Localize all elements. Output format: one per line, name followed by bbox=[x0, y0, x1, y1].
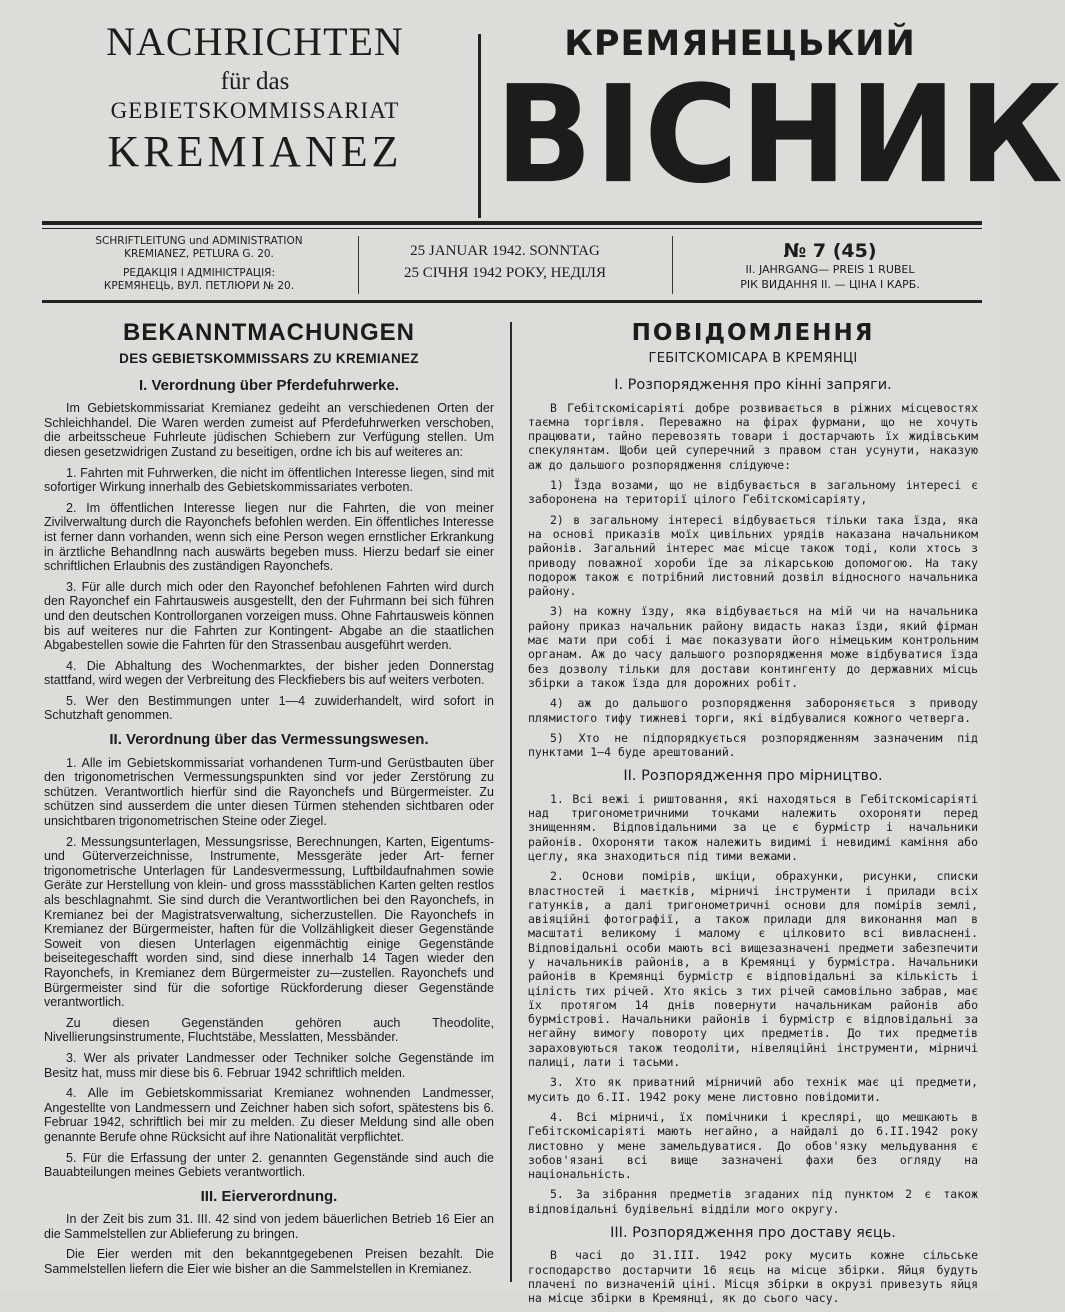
paragraph: 4. Всі мірничі, їх помічники і креслярі, що мешкають в Гебітскомісаріяті мають негайно, а найдалі до 6.II.1942 року листовно у мене замельдуватися. До обов'язку мельдування є зобов'язані всі вище зазначені фахи без огляду на національність. bbox=[528, 1109, 978, 1182]
paragraph: 3. Хто як приватний мірничий або технік має ці предмети, мусить до 6.II. 1942 року мене листовно повідомити. bbox=[528, 1075, 978, 1104]
paragraph: 3. Für alle durch mich oder den Rayonchef befohlenen Fahrten wird durch den Rayonchef ein Fahrtausweis ausgestellt, den der Fuhrmann bei sich führen und den deutschen Kontrollorganen vorzeigen muss. Ohne Fahrtausweis können bis auf weiteres nur die Fahrten zur Kontingent- Abgabe an die staatlichen Abgabestellen sowie die Fahrten für den Strassenbau ausgeführt werden. bbox=[44, 579, 494, 653]
ukrainian-column bbox=[528, 318, 978, 1312]
date-ua: 25 СІЧНЯ 1942 РОКУ, НЕДІЛЯ bbox=[404, 265, 606, 281]
paragraph: 3. Wer als privater Landmesser oder Techniker solche Gegenstände im Besitz hat, muss mir diese bis 6. Februar 1942 schriftlich melden. bbox=[44, 1050, 494, 1080]
paragraph: In der Zeit bis zum 31. III. 42 sind von jedem bäuerlichen Betrieb 16 Eier an die Sammelstellen zur Ablieferung zu bringen. bbox=[44, 1212, 494, 1241]
paragraph: Die Eier werden mit den bekanntgegebenen Preisen bezahlt. Die Sammelstellen liefern die Eier wie bisher an die Sammelstellen in Kremianez. bbox=[44, 1247, 494, 1277]
paragraph: 1. Всі вежі і риштовання, які находяться в Гебітскомісаріяті над тригонометричними точками належить охороняти перед знищенням. Відповідальними за це є бурмістр і начальники районів. Охороняти також належить видимі і невидимі каміння або цеглу, яка знаходиться під тими вежами. bbox=[528, 791, 978, 863]
masthead-kremianetskyi: КРЕМЯНЕЦЬКИЙ bbox=[564, 24, 916, 64]
paragraph: 4. Alle im Gebietskommissariat Kremianez wohnenden Landmesser, Angestellte von Landmessern und Zeichner haben sich sofort, spätestens bis 6. Februar 1942, schriftlich bei mir zu melden. Zu dieser Meldung sind alle oben genannte Berufe ohne Rücksicht auf ihre Nationalität verpflichtet. bbox=[44, 1086, 494, 1144]
paragraph: 5. За зібрання предметів згаданих під пунктом 2 є також відповідальні будівельні відділи мого округу. bbox=[528, 1187, 978, 1216]
paragraph: Zu diesen Gegenständen gehören auch Theodolite, Nivellierungsinstrumente, Fluchtstäbe, Messlatten, Messbänder. bbox=[44, 1015, 494, 1045]
issue-date bbox=[370, 240, 640, 284]
german-subtitle: DES GEBIETSKOMMISSARS ZU KREMIANEZ bbox=[119, 351, 419, 366]
year-price-de: II. JAHRGANG— PREIS 1 RUBEL bbox=[745, 263, 915, 276]
paragraph: 2. Основи помірів, шкіци, обрахунки, рисунки, списки властностей і маєтків, мірничі інструменти і прилади всіх гатунків, а далі тригонометричні основи для помірів землі, авіяційні фотографії, а також прилади для виконання мап в масштаті великому і малому є цілковито всі вивласнені. Відповідальні особи мають всі вищезазначені предмети забезпечити у начальників районів, а в Кремянці у бурмістра. Начальники районів в Кремянці бурмістр є відповідальні за кількість і цілість тих річей. Хто якісь з тих річей самовільно забрав, має їх протягом 14 днів повернути начальникам районів або бурмістрові. Начальники районів і бурмістр є відповідальні за негайну вимогу повороту цих предметів. До тих предметів зараховуються також теодоліти, нівеляційні інструменти, мірничі палиці, лати і тасьми. bbox=[528, 869, 978, 1070]
info-rule-bottom bbox=[42, 300, 982, 303]
paragraph: 2. Messungsunterlagen, Messungsrisse, Berechnungen, Karten, Eigentums-und Güterverzeichnisse, Instrumente, Messgeräte jeder Art- ferner trigonometrische Unterlagen für Landesvermessung, Luftbildaufnahmen sowie Geräte zur Herstellung von klein- und gross massstäblichen Karten gelten restlos als beschlagnahmt. Sie sind durch die Verantwortlichen bei den Rayonchefs, in Kremianez bei der Magistratsverwaltung, sicherzustellen. Die Rayonchefs in Kremianez der Bürgermeister, haften für die Vollzähligkeit dieser Gegenstände Soweit von diesen Unterlagen eigenmächtig einige Gegenstände beiseitegeschafft worden sind, sind diese innerhalb 14 Tagen wieder den Rayonchefs, in Kremianez dem Bürgermeister zu—zustellen. Rayonchefs und Bürgermeister sind für die sofortige Rückforderung dieser Gegenstände verantwortlich. bbox=[44, 834, 494, 1010]
paragraph: 2) в загальному інтересі відбувається тільки така їзда, яка на основі приказів моїх цивільних урядів наказана начальником районів. Загальний інтерес має місце також тоді, коли хтось з приводу поважної хороби їде за лікарською допомогою. На таку подорож також є потрібний листовний дозвіл відносного начальника району. bbox=[528, 512, 978, 599]
date-de: 25 JANUAR 1942. SONNTAG bbox=[410, 243, 600, 259]
year-price-ua: РІК ВИДАННЯ II. — ЦІНА І КАРБ. bbox=[740, 278, 920, 291]
paragraph: 1) Їзда возами, що не відбувається в загальному інтересі є заборонена на території цілого Гебітскомісаріяту, bbox=[528, 478, 978, 507]
column-divider bbox=[510, 322, 512, 1282]
admin-de-line2: KREMIANEZ, PETLURA G. 20. bbox=[124, 248, 274, 260]
paragraph: 5. Wer den Bestimmungen unter 1—4 zuwiderhandelt, wird sofort in Schutzhaft genommen. bbox=[44, 693, 494, 723]
masthead-kremianez: KREMIANEZ bbox=[107, 127, 403, 176]
admin-ua-line2: КРЕМЯНЕЦЬ, ВУЛ. ПЕТЛЮРИ № 20. bbox=[103, 280, 295, 292]
german-title: BEKANNTMACHUNGEN bbox=[123, 319, 415, 346]
info-separator-right bbox=[672, 236, 673, 294]
paragraph: 3) на кожну їзду, яка відбувається на мій чи на начальника району приказ начальник району видасть наказ їзди, який фірман має мати при собі і має показувати його німецьким контрольним органам. Аж до часу дальшого розпорядження може відбуватися їзда без дозволу тільки для достави контингенту до державних місць збірки а також їзда для дорожних робіт. bbox=[528, 604, 978, 690]
masthead-nachrichten: NACHRICHTEN bbox=[106, 19, 404, 64]
issue-info bbox=[700, 240, 960, 292]
masthead-fur-das: für das bbox=[220, 68, 290, 95]
german-column bbox=[44, 318, 494, 1283]
masthead-rule-top bbox=[42, 221, 982, 225]
paragraph: 4. Die Abhaltung des Wochenmarktes, der bisher jeden Donnerstag stattfand, wird wegen der Verbreitung des Fleckfiebers bis auf weiters verboten. bbox=[44, 658, 494, 688]
paragraph: 1. Alle im Gebietskommissariat vorhandenen Turm-und Gerüstbauten über den trigonometrischen Vermessungspunkten sind vor jeder Zerstörung zu schützen. Verantwortlich hierfür sind die Rayonchefs und Bürgermeister. Zu schützen sind ausserdem die unter diesen Türmen stehenden sichtbaren oder unsichtbaren trigonometrischen Steine oder Ziegel. bbox=[44, 755, 494, 829]
german-section2-heading: II. Verordnung über das Vermessungswesen. bbox=[109, 731, 429, 749]
german-section3-heading: III. Eierverordnung. bbox=[200, 1187, 338, 1205]
masthead-gebietskommissariat: GEBIETSKOMMISSARIAT bbox=[110, 98, 400, 123]
issue-number: № 7 (45) bbox=[783, 240, 877, 262]
german-masthead bbox=[40, 20, 470, 177]
ukrainian-title: ПОВІДОМЛЕННЯ bbox=[631, 320, 875, 346]
masthead-rule-thin bbox=[42, 228, 982, 229]
masthead-visnyk: ВІСНИК bbox=[495, 57, 1065, 214]
admin-de-line1: SCHRIFTLEITUNG und ADMINISTRATION bbox=[95, 235, 303, 247]
paragraph: 1. Fahrten mit Fuhrwerken, die nicht im öffentlichen Interesse liegen, sind mit sofortiger Wirkung innerhalb des Gebietskommissariates verboten. bbox=[44, 465, 494, 495]
paragraph: В Гебітскомісаріяті добре розвивається в ріжних місцевостях таємна торгівля. Переважно на фірах фурмани, що не хочуть працювати, тайно перевозять товари і достарчають їх жидівським спекулянтам. Щоби цей суперечний з правом стан усунути, наказую аж до дальшого розпорядження слідуюче: bbox=[528, 400, 978, 472]
paragraph: Im Gebietskommissariat Kremianez gedeiht an verschiedenen Orten der Schleichhandel. Die Waren werden zumeist auf Pferdefuhrwerken verschoben, die arbeitsscheue Fuhrleute jüdischen Schiebern zur Verfügung stellen. Um diesen gesetzwidrigen Zustand zu beseitigen, ordne ich bis auf weiteres an: bbox=[44, 401, 494, 459]
german-section1-heading: I. Verordnung über Pferdefuhrwerke. bbox=[138, 376, 400, 394]
ukrainian-section3-heading: III. Розпорядження про доставу яєць. bbox=[610, 1225, 896, 1242]
ukrainian-section2-heading: II. Розпорядження про мірництво. bbox=[623, 768, 883, 785]
info-separator-left bbox=[358, 236, 359, 294]
paragraph: 5) Хто не підпорядкується розпорядженням зазначеним під пунктами 1—4 буде арештований. bbox=[528, 730, 978, 760]
paragraph: В часі до 31.III. 1942 року мусить кожне сільське господарство достарчити 16 яєць на місце збірки. Яйця будуть плачені по визначеній ціні. Місця збірки в окрузі привезуть яйця на місце збірки в Кремянці, як до сього часу. bbox=[528, 1248, 978, 1306]
masthead-divider bbox=[478, 34, 481, 218]
admin-ua-line1: РЕДАКЦІЯ І АДМІНІСТРАЦІЯ: bbox=[123, 267, 275, 279]
admin-address bbox=[44, 235, 354, 293]
paragraph: 5. Für die Erfassung der unter 2. genannten Gegenstände sind auch die Bauabteilungen meines Gebiets verantwortlich. bbox=[44, 1150, 494, 1180]
paragraph: 4) аж до дальшого розпорядження забороняється з приводу плямистого тифу тижневі торги, які відбувалися кожного четверга. bbox=[528, 696, 978, 725]
paragraph: 2. Im öffentlichen Interesse liegen nur die Fahrten, die von meiner Zivilverwaltung durch die Rayonchefs befohlen werden. Ein öffentliches Interesse ist ferner dann vorhanden, wenn sich eine Person wegen ernstlicher Erkrankung in ärztliche Behandlnng nach auswärts begeben muss. Hierzu bedarf sie einer schriftlichen Erlaubnis des zuständigen Rayonchefs. bbox=[44, 500, 494, 574]
ukrainian-subtitle: ГЕБІТСКОМІСАРА В КРЕМЯНЦІ bbox=[648, 351, 858, 366]
ukrainian-masthead bbox=[495, 22, 1065, 214]
ukrainian-section1-heading: I. Розпорядження про кінні запряги. bbox=[614, 377, 892, 394]
